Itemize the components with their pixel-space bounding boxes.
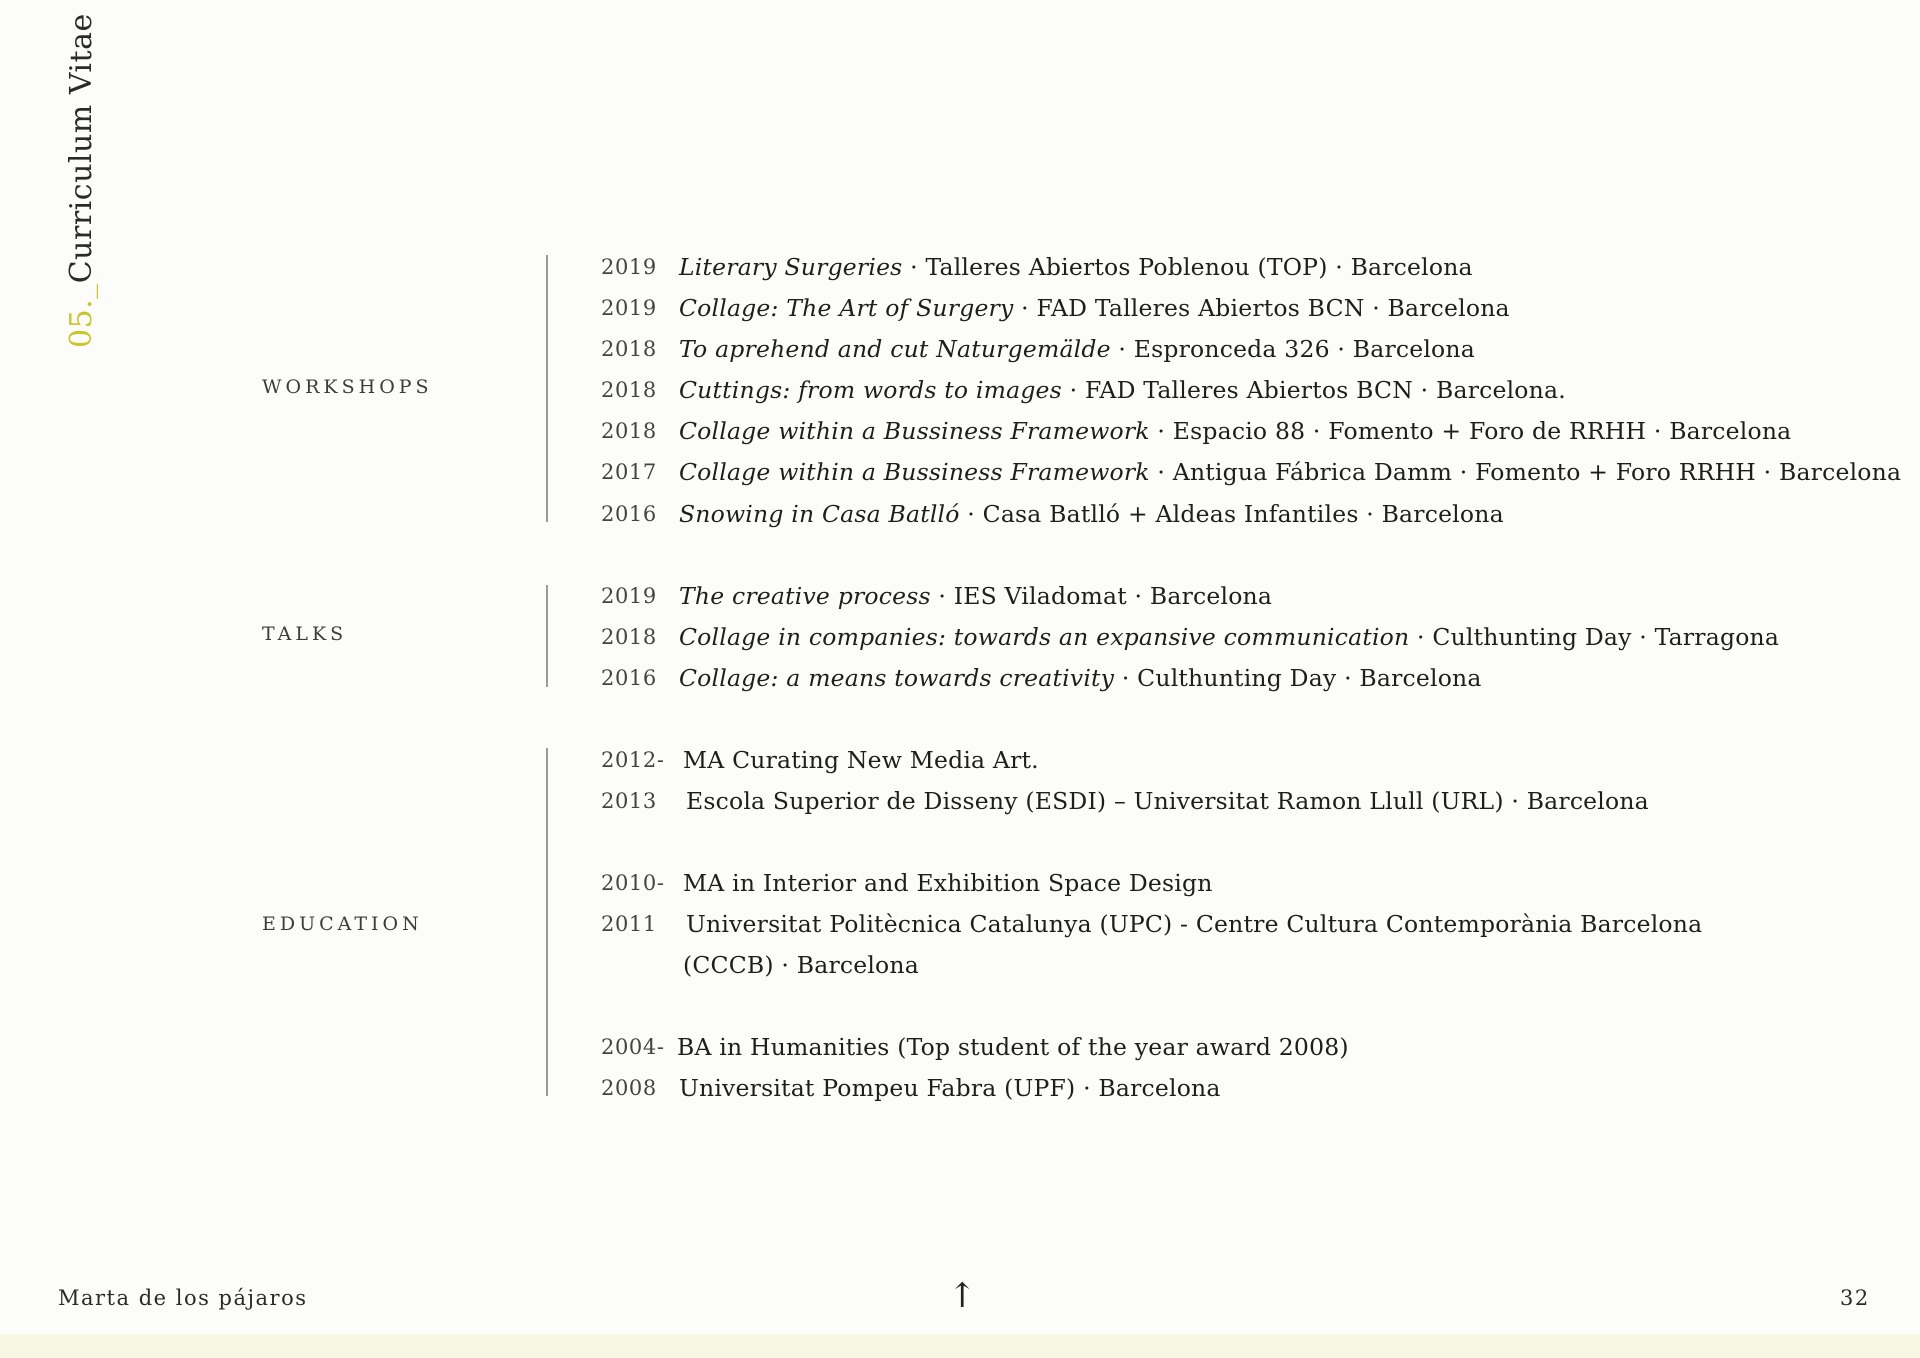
row-detail: · Antigua Fábrica Damm · Fomento + Foro RRHH · Barcelona	[1149, 458, 1902, 486]
row-year: 2012-	[601, 748, 665, 772]
workshops-label: WORKSHOPS	[262, 376, 433, 398]
row-year: 2018	[601, 625, 657, 649]
row-year: 2004-	[601, 1035, 665, 1059]
row-year: 2010-	[601, 871, 665, 895]
row-title: The creative process	[679, 582, 931, 610]
row-title: Collage within a Bussiness Framework	[679, 458, 1150, 486]
row-year: 2011	[601, 912, 657, 936]
row-year: 2019	[601, 296, 657, 320]
row-year: 2008	[601, 1076, 657, 1100]
row-detail: MA in Interior and Exhibition Space Design	[683, 869, 1213, 897]
talks-divider	[546, 585, 548, 687]
row-detail: · Culthunting Day · Barcelona	[1114, 664, 1482, 692]
row-title: Literary Surgeries	[679, 253, 911, 281]
row-year: 2018	[601, 419, 657, 443]
row-detail: · Casa Batlló + Aldeas Infantiles · Barcelona	[959, 500, 1504, 528]
section-title	[64, 13, 99, 348]
row-detail: · Espacio 88 · Fomento + Foro de RRHH · Barcelona	[1149, 417, 1792, 445]
row-detail: (CCCB) · Barcelona	[683, 951, 919, 979]
section-number: 05._	[64, 283, 99, 348]
row-title: Collage: a means towards creativity	[679, 664, 1115, 692]
row-year: 2016	[601, 502, 657, 526]
row-year: 2018	[601, 337, 657, 361]
row-detail: Escola Superior de Disseny (ESDI) – Universitat Ramon Llull (URL) · Barcelona	[686, 787, 1649, 815]
row-year: 2016	[601, 666, 657, 690]
row-year: 2018	[601, 378, 657, 402]
arrow-up-icon[interactable]: ↑	[948, 1276, 977, 1316]
row-detail: MA Curating New Media Art.	[683, 746, 1039, 774]
row-detail: · FAD Talleres Abiertos BCN · Barcelona.	[1061, 376, 1566, 404]
education-label: EDUCATION	[262, 913, 423, 935]
row-detail: · Talleres Abiertos Poblenou (TOP) · Barcelona	[910, 253, 1473, 281]
row-detail: Universitat Pompeu Fabra (UPF) · Barcelona	[679, 1074, 1221, 1102]
row-title: Cuttings: from words to images	[679, 376, 1062, 404]
row-title: To aprehend and cut Naturgemälde	[679, 335, 1111, 363]
row-year: 2013	[601, 789, 657, 813]
row-year: 2019	[601, 255, 657, 279]
row-detail: · IES Viladomat · Barcelona	[930, 582, 1273, 610]
row-detail: · Culthunting Day · Tarragona	[1409, 623, 1780, 651]
row-detail: BA in Humanities (Top student of the year award 2008)	[677, 1033, 1349, 1061]
page-number: 32	[1840, 1286, 1870, 1310]
bottom-band	[0, 1334, 1920, 1358]
row-detail: · FAD Talleres Abiertos BCN · Barcelona	[1013, 294, 1510, 322]
row-title: Snowing in Casa Batlló	[679, 500, 960, 528]
talks-label: TALKS	[262, 623, 348, 645]
row-title: Collage in companies: towards an expansive communication	[679, 623, 1410, 651]
row-title: Collage within a Bussiness Framework	[679, 417, 1150, 445]
row-detail: Universitat Politècnica Catalunya (UPC) - Centre Cultura Contemporània Barcelona	[686, 910, 1703, 938]
row-title: Collage: The Art of Surgery	[679, 294, 1014, 322]
row-detail: · Espronceda 326 · Barcelona	[1110, 335, 1475, 363]
workshops-divider	[546, 255, 548, 522]
row-year: 2017	[601, 460, 657, 484]
row-year: 2019	[601, 584, 657, 608]
education-divider	[546, 748, 548, 1096]
section-title-text: Curriculum Vitae	[64, 13, 99, 284]
footer-author-name: Marta de los pájaros	[58, 1286, 308, 1310]
